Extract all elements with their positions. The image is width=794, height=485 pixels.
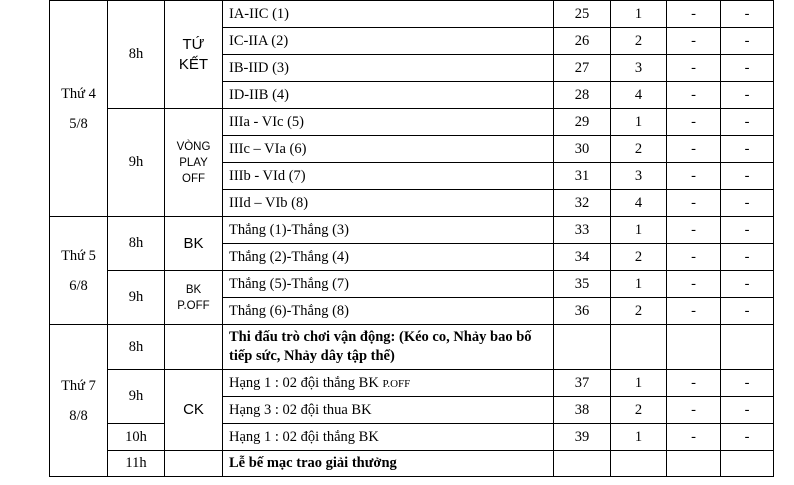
table-row xyxy=(50,370,774,397)
match-number: 27 xyxy=(554,55,611,82)
match-cell: Hạng 1 : 02 đội thắng BK xyxy=(223,424,554,451)
empty-dash: - xyxy=(721,217,774,244)
table-row xyxy=(50,109,774,136)
empty-dash: - xyxy=(667,55,721,82)
hour-cell: 8h xyxy=(108,325,165,370)
match-number: 37 xyxy=(554,370,611,397)
empty-dash: - xyxy=(667,1,721,28)
day-date: 5/8 xyxy=(69,115,88,132)
court-number: 2 xyxy=(611,244,667,271)
empty-cell xyxy=(667,325,721,370)
empty-dash: - xyxy=(667,109,721,136)
round-empty xyxy=(165,325,223,370)
empty-dash: - xyxy=(721,109,774,136)
empty-dash: - xyxy=(721,55,774,82)
empty-dash: - xyxy=(721,1,774,28)
match-number: 29 xyxy=(554,109,611,136)
match-cell: IIId – VIb (8) xyxy=(223,190,554,217)
match-cell: Thắng (1)-Thắng (3) xyxy=(223,217,554,244)
match-number: 28 xyxy=(554,82,611,109)
match-number: 32 xyxy=(554,190,611,217)
day-weekday: Thứ 5 xyxy=(61,247,96,264)
court-number: 2 xyxy=(611,136,667,163)
empty-dash: - xyxy=(667,28,721,55)
match-cell: IA-IIC (1) xyxy=(223,1,554,28)
empty-dash: - xyxy=(667,370,721,397)
table-row xyxy=(50,325,774,370)
match-cell: IIIb - VId (7) xyxy=(223,163,554,190)
empty-cell xyxy=(721,325,774,370)
match-cell: Lễ bế mạc trao giải thưởng xyxy=(223,451,554,477)
match-text: Hạng 1 : 02 đội thắng BK xyxy=(229,374,379,391)
empty-dash: - xyxy=(667,271,721,298)
match-cell xyxy=(223,370,554,397)
match-number: 34 xyxy=(554,244,611,271)
court-number: 1 xyxy=(611,109,667,136)
round-bk-poff xyxy=(165,271,223,325)
empty-dash: - xyxy=(721,28,774,55)
empty-dash: - xyxy=(667,244,721,271)
empty-dash: - xyxy=(721,424,774,451)
round-label-line: OFF xyxy=(182,172,205,185)
match-number: 31 xyxy=(554,163,611,190)
empty-dash: - xyxy=(721,298,774,325)
round-bk: BK xyxy=(165,217,223,271)
empty-dash: - xyxy=(667,136,721,163)
match-number: 33 xyxy=(554,217,611,244)
court-number xyxy=(611,451,667,477)
court-number: 2 xyxy=(611,397,667,424)
empty-dash: - xyxy=(667,298,721,325)
hour-cell: 9h xyxy=(108,370,165,424)
round-label-line: PLAY xyxy=(179,156,208,169)
match-number: 38 xyxy=(554,397,611,424)
day-date: 8/8 xyxy=(69,407,88,424)
court-number: 2 xyxy=(611,298,667,325)
hour-cell: 9h xyxy=(108,271,165,325)
hour-cell: 10h xyxy=(108,424,165,451)
round-ck: CK xyxy=(165,370,223,451)
empty-dash: - xyxy=(667,217,721,244)
schedule-table xyxy=(49,0,774,477)
table-row xyxy=(50,424,774,451)
court-number: 1 xyxy=(611,424,667,451)
table-row xyxy=(50,217,774,244)
match-cell: IIIc – VIa (6) xyxy=(223,136,554,163)
match-number xyxy=(554,451,611,477)
empty-dash: - xyxy=(667,82,721,109)
empty-dash: - xyxy=(721,244,774,271)
hour-cell: 8h xyxy=(108,1,165,109)
empty-dash: - xyxy=(721,397,774,424)
court-number: 1 xyxy=(611,217,667,244)
hour-cell: 9h xyxy=(108,109,165,217)
empty-dash: - xyxy=(721,190,774,217)
round-label-line: P.OFF xyxy=(177,299,210,312)
empty-dash: - xyxy=(667,424,721,451)
round-play-off xyxy=(165,109,223,217)
day-weekday: Thứ 7 xyxy=(61,377,96,394)
court-number: 1 xyxy=(611,1,667,28)
court-number: 3 xyxy=(611,55,667,82)
empty-dash: - xyxy=(721,271,774,298)
court-number: 1 xyxy=(611,271,667,298)
empty-cell xyxy=(721,451,774,477)
table-row xyxy=(50,1,774,28)
empty-dash: - xyxy=(721,82,774,109)
match-cell: IIIa - VIc (5) xyxy=(223,109,554,136)
court-number xyxy=(611,325,667,370)
empty-dash: - xyxy=(667,397,721,424)
court-number: 4 xyxy=(611,190,667,217)
match-number: 36 xyxy=(554,298,611,325)
round-label-line: KẾT xyxy=(178,55,209,73)
match-cell: Hạng 3 : 02 đội thua BK xyxy=(223,397,554,424)
court-number: 3 xyxy=(611,163,667,190)
round-empty xyxy=(165,451,223,477)
round-tu-ket xyxy=(165,1,223,109)
match-number xyxy=(554,325,611,370)
match-number: 26 xyxy=(554,28,611,55)
empty-dash: - xyxy=(721,136,774,163)
match-cell: IC-IIA (2) xyxy=(223,28,554,55)
match-cell: Thi đấu trò chơi vận động: (Kéo co, Nhảy bao bố tiếp sức, Nhảy dây tập thể) xyxy=(223,325,554,370)
hour-cell: 11h xyxy=(108,451,165,477)
match-cell: IB-IID (3) xyxy=(223,55,554,82)
empty-dash: - xyxy=(721,163,774,190)
court-number: 4 xyxy=(611,82,667,109)
empty-dash: - xyxy=(667,163,721,190)
court-number: 1 xyxy=(611,370,667,397)
empty-dash: - xyxy=(721,370,774,397)
table-row xyxy=(50,451,774,477)
day-cell-thu4 xyxy=(50,1,108,217)
match-number: 35 xyxy=(554,271,611,298)
round-label-line: VÒNG xyxy=(176,140,211,153)
match-number: 30 xyxy=(554,136,611,163)
match-cell: Thắng (5)-Thắng (7) xyxy=(223,271,554,298)
match-number: 25 xyxy=(554,1,611,28)
match-cell: Thắng (2)-Thắng (4) xyxy=(223,244,554,271)
match-suffix: P.OFF xyxy=(382,377,411,390)
day-cell-thu5 xyxy=(50,217,108,325)
round-label-line: BK xyxy=(185,283,202,296)
day-date: 6/8 xyxy=(69,277,88,294)
table-row xyxy=(50,271,774,298)
round-label-line: TỨ xyxy=(182,35,205,53)
day-weekday: Thứ 4 xyxy=(61,85,96,102)
match-cell: ID-IIB (4) xyxy=(223,82,554,109)
empty-dash: - xyxy=(667,190,721,217)
day-cell-thu7 xyxy=(50,325,108,477)
hour-cell: 8h xyxy=(108,217,165,271)
match-cell: Thắng (6)-Thắng (8) xyxy=(223,298,554,325)
match-number: 39 xyxy=(554,424,611,451)
empty-cell xyxy=(667,451,721,477)
court-number: 2 xyxy=(611,28,667,55)
